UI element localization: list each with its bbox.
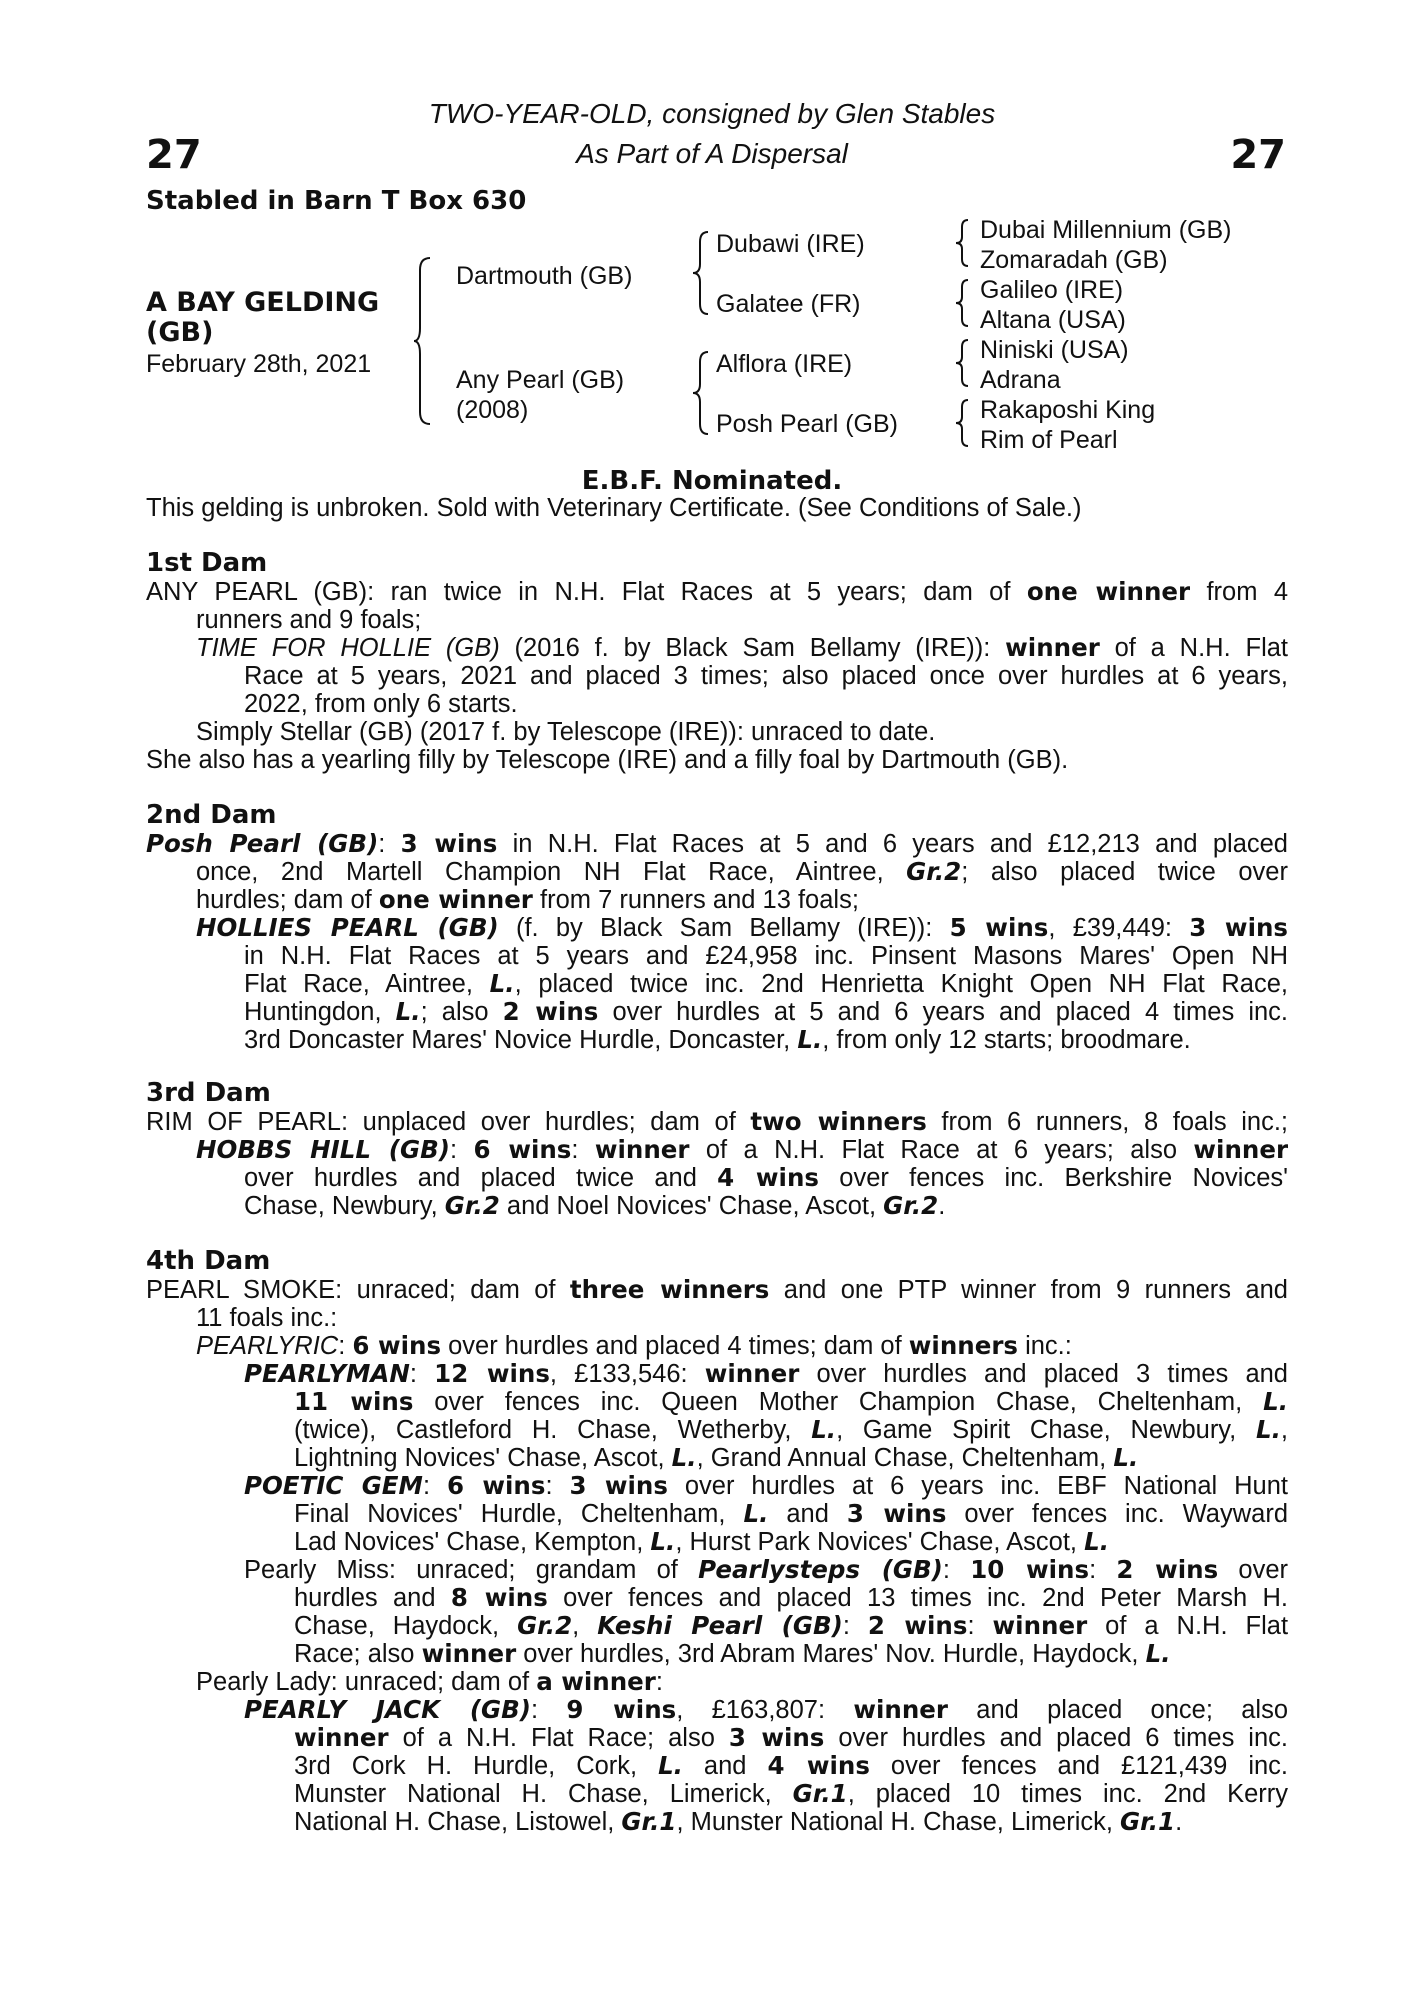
pedigree-brace-sire (690, 230, 712, 316)
text-line: (twice), Castleford H. Chase, Wetherby, L., Game Spirit Chase, Newbury, L., (294, 1415, 1288, 1444)
text-line: Pearly Miss: unraced; grandam of Pearlysteps (GB): 10 wins: 2 wins over (244, 1555, 1289, 1584)
consignment-line-1: TWO-YEAR-OLD, consigned by Glen Stables (428, 98, 996, 129)
pedigree-brace-g3-2 (954, 278, 972, 328)
text-line: Race; also winner over hurdles, 3rd Abram Mares' Nov. Hurdle, Haydock, L. (294, 1639, 1171, 1668)
third-dam-section (146, 1108, 1288, 1220)
text-line: Munster National H. Chase, Limerick, Gr.1, placed 10 times inc. 2nd Kerry (294, 1779, 1288, 1808)
text-line: PEARL SMOKE: unraced; dam of three winners and one PTP winner from 9 runners and (146, 1275, 1288, 1304)
ebf-nomination: E.B.F. Nominated. (581, 466, 843, 496)
text-line: Chase, Haydock, Gr.2, Keshi Pearl (GB): 2 wins: winner of a N.H. Flat (294, 1611, 1289, 1640)
text-line: winner of a N.H. Flat Race; also 3 wins over hurdles and placed 6 times inc. (294, 1723, 1288, 1752)
first-dam-section (146, 578, 1288, 774)
gen3-ancestor-2: Zomaradah (GB) (980, 246, 1168, 274)
pedigree-brace-1 (412, 256, 434, 426)
gen3-ancestor-3: Galileo (IRE) (980, 276, 1124, 304)
text-line: 3rd Cork H. Hurdle, Cork, L. and 4 wins over fences and £121,439 inc. (294, 1751, 1288, 1780)
text-line: 2022, from only 6 starts. (244, 690, 518, 718)
text-line: National H. Chase, Listowel, Gr.1, Munster National H. Chase, Limerick, Gr.1. (294, 1807, 1183, 1836)
gen3-ancestor-8: Rim of Pearl (980, 426, 1118, 454)
pedigree-brace-g3-4 (954, 398, 972, 448)
text-line: Final Novices' Hurdle, Cheltenham, L. and 3 wins over fences inc. Wayward (294, 1499, 1288, 1528)
sire-dam-name: Galatee (FR) (716, 290, 861, 318)
text-line: Huntingdon, L.; also 2 wins over hurdles at 5 and 6 years and placed 4 times inc. (244, 997, 1288, 1026)
text-line: Race at 5 years, 2021 and placed 3 times; also placed once over hurdles at 6 years, (244, 662, 1288, 690)
foaling-date: February 28th, 2021 (146, 350, 372, 378)
text-line: RIM OF PEARL: unplaced over hurdles; dam of two winners from 6 runners, 8 foals inc.; (146, 1107, 1288, 1136)
pedigree-brace-g3-3 (954, 338, 972, 388)
lot-number-right: 27 (1230, 132, 1286, 178)
consignment-line-2: As Part of A Dispersal (576, 138, 848, 169)
text-line: 3rd Doncaster Mares' Novice Hurdle, Doncaster, L., from only 12 starts; broodmare. (244, 1025, 1191, 1054)
pedigree-brace-dam (690, 350, 712, 436)
pedigree-brace-g3-1 (954, 218, 972, 268)
first-dam-heading: 1st Dam (146, 548, 268, 578)
gen3-ancestor-5: Niniski (USA) (980, 336, 1129, 364)
horse-title-line-2: (GB) (146, 317, 214, 348)
dam-sire-name: Alflora (IRE) (716, 350, 853, 378)
second-dam-heading: 2nd Dam (146, 800, 277, 830)
horse-title-line-1: A BAY GELDING (146, 287, 380, 318)
text-line: Lad Novices' Chase, Kempton, L., Hurst Park Novices' Chase, Ascot, L. (294, 1527, 1109, 1556)
text-line: 11 wins over fences inc. Queen Mother Champion Chase, Cheltenham, L. (294, 1387, 1288, 1416)
sale-note: This gelding is unbroken. Sold with Veterinary Certificate. (See Conditions of Sale.) (146, 494, 1082, 522)
text-line: Chase, Newbury, Gr.2 and Noel Novices' Chase, Ascot, Gr.2. (244, 1191, 946, 1220)
gen3-ancestor-7: Rakaposhi King (980, 396, 1156, 424)
text-line: HOLLIES PEARL (GB) (f. by Black Sam Bellamy (IRE)): 5 wins, £39,449: 3 wins (196, 913, 1288, 942)
text-line: PEARLYMAN: 12 wins, £133,546: winner over hurdles and placed 3 times and (244, 1359, 1288, 1388)
text-line: hurdles and 8 wins over fences and placed 13 times inc. 2nd Peter Marsh H. (294, 1583, 1289, 1612)
text-line: 11 foals inc.: (196, 1304, 338, 1332)
text-line: PEARLYRIC: 6 wins over hurdles and placed 4 times; dam of winners inc.: (196, 1331, 1072, 1360)
fourth-dam-section (146, 1276, 1288, 1836)
fourth-dam-heading: 4th Dam (146, 1246, 271, 1276)
text-line: Lightning Novices' Chase, Ascot, L., Grand Annual Chase, Cheltenham, L. (294, 1443, 1139, 1472)
text-line: Flat Race, Aintree, L., placed twice inc. 2nd Henrietta Knight Open NH Flat Race, (244, 969, 1288, 998)
horse-title (146, 288, 379, 348)
stabled-location: Stabled in Barn T Box 630 (146, 186, 527, 216)
dam-name: Any Pearl (GB) (456, 366, 625, 394)
text-line: PEARLY JACK (GB): 9 wins, £163,807: winner and placed once; also (244, 1695, 1289, 1724)
second-dam-section (146, 830, 1288, 1054)
third-dam-heading: 3rd Dam (146, 1078, 271, 1108)
text-line: Simply Stellar (GB) (2017 f. by Telescope (IRE)): unraced to date. (196, 718, 936, 746)
lot-number-left: 27 (146, 132, 202, 178)
text-line: runners and 9 foals; (196, 606, 422, 634)
text-line: She also has a yearling filly by Telescope (IRE) and a filly foal by Dartmouth (GB). (146, 746, 1069, 774)
text-line: Pearly Lady: unraced; dam of a winner: (196, 1667, 663, 1696)
text-line: HOBBS HILL (GB): 6 wins: winner of a N.H. Flat Race at 6 years; also winner (196, 1135, 1289, 1164)
text-line: TIME FOR HOLLIE (GB) (2016 f. by Black Sam Bellamy (IRE)): winner of a N.H. Flat (196, 633, 1289, 662)
text-line: ANY PEARL (GB): ran twice in N.H. Flat Races at 5 years; dam of one winner from 4 (146, 577, 1289, 606)
text-line: once, 2nd Martell Champion NH Flat Race, Aintree, Gr.2; also placed twice over (196, 857, 1288, 886)
gen3-ancestor-1: Dubai Millennium (GB) (980, 216, 1232, 244)
dam-year: (2008) (456, 396, 529, 424)
text-line: over hurdles and placed twice and 4 wins over fences inc. Berkshire Novices' (244, 1163, 1289, 1192)
sire-sire-name: Dubawi (IRE) (716, 230, 865, 258)
text-line: in N.H. Flat Races at 5 years and £24,958 inc. Pinsent Masons Mares' Open NH (244, 942, 1288, 970)
gen3-ancestor-4: Altana (USA) (980, 306, 1126, 334)
text-line: POETIC GEM: 6 wins: 3 wins over hurdles at 6 years inc. EBF National Hunt (244, 1471, 1289, 1500)
gen3-ancestor-6: Adrana (980, 366, 1061, 394)
text-line: hurdles; dam of one winner from 7 runners and 13 foals; (196, 885, 859, 914)
text-line: Posh Pearl (GB): 3 wins in N.H. Flat Races at 5 and 6 years and £12,213 and placed (146, 829, 1288, 858)
dam-dam-name: Posh Pearl (GB) (716, 410, 899, 438)
sire-name: Dartmouth (GB) (456, 262, 633, 290)
